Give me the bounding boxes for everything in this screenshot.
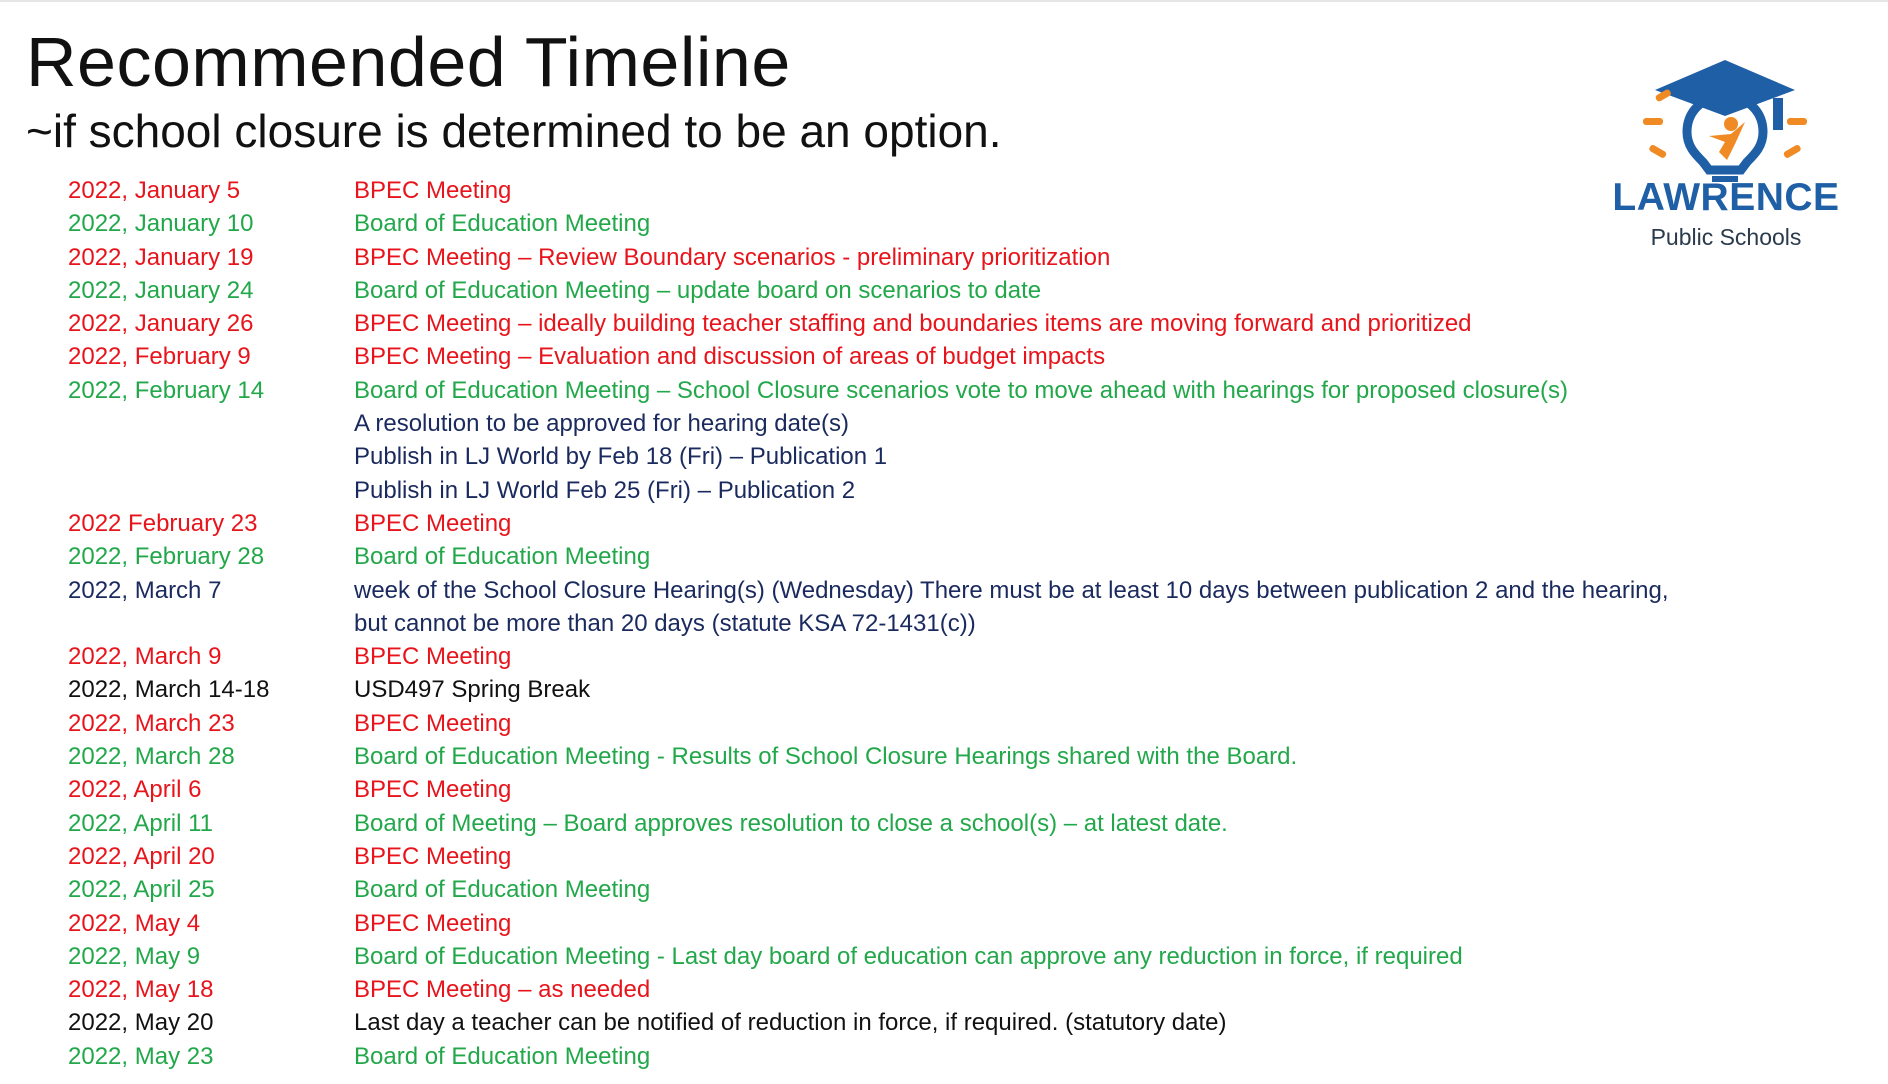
timeline-description: BPEC Meeting	[354, 177, 512, 204]
timeline-description: Board of Education Meeting	[354, 1042, 651, 1070]
timeline-row	[68, 574, 1868, 607]
logo-subtitle: Public Schools	[1650, 224, 1802, 250]
slide-subtitle: ~if school closure is determined to be an option.	[26, 105, 1002, 157]
timeline-date: 2022, April 11	[68, 809, 213, 837]
timeline-row	[68, 374, 1868, 407]
timeline-date: 2022, January 5	[68, 177, 241, 204]
timeline-description: Board of Education Meeting	[354, 543, 651, 571]
timeline-description: BPEC Meeting	[354, 776, 512, 804]
timeline-date: 2022, January 19	[68, 243, 254, 271]
timeline-description: BPEC Meeting	[354, 509, 512, 537]
timeline-date: 2022, March 14-18	[68, 676, 270, 704]
timeline-description: BPEC Meeting	[354, 842, 512, 870]
timeline-row	[68, 174, 1868, 207]
timeline-row	[68, 840, 1868, 873]
timeline-date: 2022, March 9	[68, 643, 222, 671]
timeline-date: 2022, February 28	[68, 543, 265, 571]
timeline-date: 2022, April 25	[68, 876, 215, 904]
timeline-row	[68, 907, 1868, 940]
timeline-row	[68, 474, 1868, 507]
timeline-description: Board of Education Meeting	[354, 876, 651, 904]
timeline-date: 2022, May 20	[68, 1009, 214, 1037]
top-divider	[0, 0, 1888, 2]
timeline-row	[68, 873, 1868, 906]
timeline-row	[68, 507, 1868, 540]
timeline-date: 2022, January 10	[68, 210, 254, 238]
logo-name: LAWRENCE	[1612, 176, 1840, 219]
timeline-date: 2022, February 14	[68, 376, 265, 404]
timeline-row	[68, 307, 1868, 340]
timeline-row	[68, 940, 1868, 973]
timeline-description: week of the School Closure Hearing(s) (Wednesday) There must be at least 10 days between publication 2 and the hearing,	[354, 576, 1669, 604]
timeline-row	[68, 340, 1868, 373]
timeline-description: Board of Education Meeting – School Closure scenarios vote to move ahead with hearings for proposed closure(s)	[354, 376, 1569, 404]
timeline-date: 2022, May 18	[68, 976, 214, 1004]
timeline-description: Board of Education Meeting - Last day board of education can approve any reduction in force, if required	[354, 942, 1463, 970]
timeline-date: 2022, March 23	[68, 709, 235, 737]
timeline-description: USD497 Spring Break	[354, 676, 591, 704]
timeline-date: 2022, March 7	[68, 576, 222, 604]
timeline-description: BPEC Meeting – as needed	[354, 976, 651, 1004]
timeline-description: Board of Education Meeting – update board on scenarios to date	[354, 276, 1042, 304]
timeline-description: Board of Education Meeting - Results of School Closure Hearings shared with the Board.	[354, 743, 1298, 771]
timeline-row	[68, 807, 1868, 840]
timeline-description: Board of Education Meeting	[354, 210, 651, 238]
timeline-description: but cannot be more than 20 days (statute KSA 72-1431(c))	[354, 609, 976, 637]
timeline-date: 2022, January 26	[68, 310, 254, 338]
timeline-row	[68, 207, 1868, 240]
timeline-description: Last day a teacher can be notified of reduction in force, if required. (statutory date)	[354, 1009, 1227, 1037]
timeline-description: Publish in LJ World by Feb 18 (Fri) – Publication 1	[354, 443, 888, 471]
timeline-date: 2022, May 9	[68, 942, 201, 970]
timeline-description: Board of Meeting – Board approves resolution to close a school(s) – at latest date.	[354, 809, 1228, 837]
timeline-date: 2022, May 23	[68, 1042, 214, 1070]
timeline-row	[68, 440, 1868, 473]
timeline-row	[68, 740, 1868, 773]
timeline-date: 2022 February 23	[68, 509, 258, 537]
timeline-row	[68, 673, 1868, 706]
timeline-date: 2022, April 20	[68, 842, 215, 870]
timeline-description: BPEC Meeting – Review Boundary scenarios - preliminary prioritization	[354, 243, 1111, 271]
timeline-row	[68, 241, 1868, 274]
timeline-row	[68, 274, 1868, 307]
timeline-row	[68, 540, 1868, 573]
timeline-date: 2022, May 4	[68, 909, 201, 937]
timeline-description: BPEC Meeting – Evaluation and discussion of areas of budget impacts	[354, 343, 1106, 371]
timeline-description: A resolution to be approved for hearing date(s)	[354, 410, 849, 438]
timeline-row	[68, 773, 1868, 806]
timeline-date: 2022, March 28	[68, 743, 235, 771]
timeline-description: BPEC Meeting	[354, 643, 512, 671]
timeline-row	[68, 640, 1868, 673]
timeline-row	[68, 1006, 1868, 1039]
timeline-row	[68, 1040, 1868, 1073]
timeline-row	[68, 973, 1868, 1006]
timeline-date: 2022, February 9	[68, 343, 251, 371]
timeline-list	[68, 174, 1868, 1073]
timeline-description: Publish in LJ World Feb 25 (Fri) – Publication 2	[354, 476, 856, 504]
timeline-row	[68, 407, 1868, 440]
timeline-description: BPEC Meeting	[354, 909, 512, 937]
timeline-date: 2022, January 24	[68, 276, 254, 304]
timeline-description: BPEC Meeting – ideally building teacher staffing and boundaries items are moving forward and prioritized	[354, 310, 1472, 338]
timeline-row	[68, 607, 1868, 640]
lightbulb-graduation-cap-icon	[1605, 52, 1845, 182]
slide-title: Recommended Timeline	[26, 23, 791, 101]
timeline-row	[68, 707, 1868, 740]
timeline-description: BPEC Meeting	[354, 709, 512, 737]
timeline-date: 2022, April 6	[68, 776, 202, 804]
